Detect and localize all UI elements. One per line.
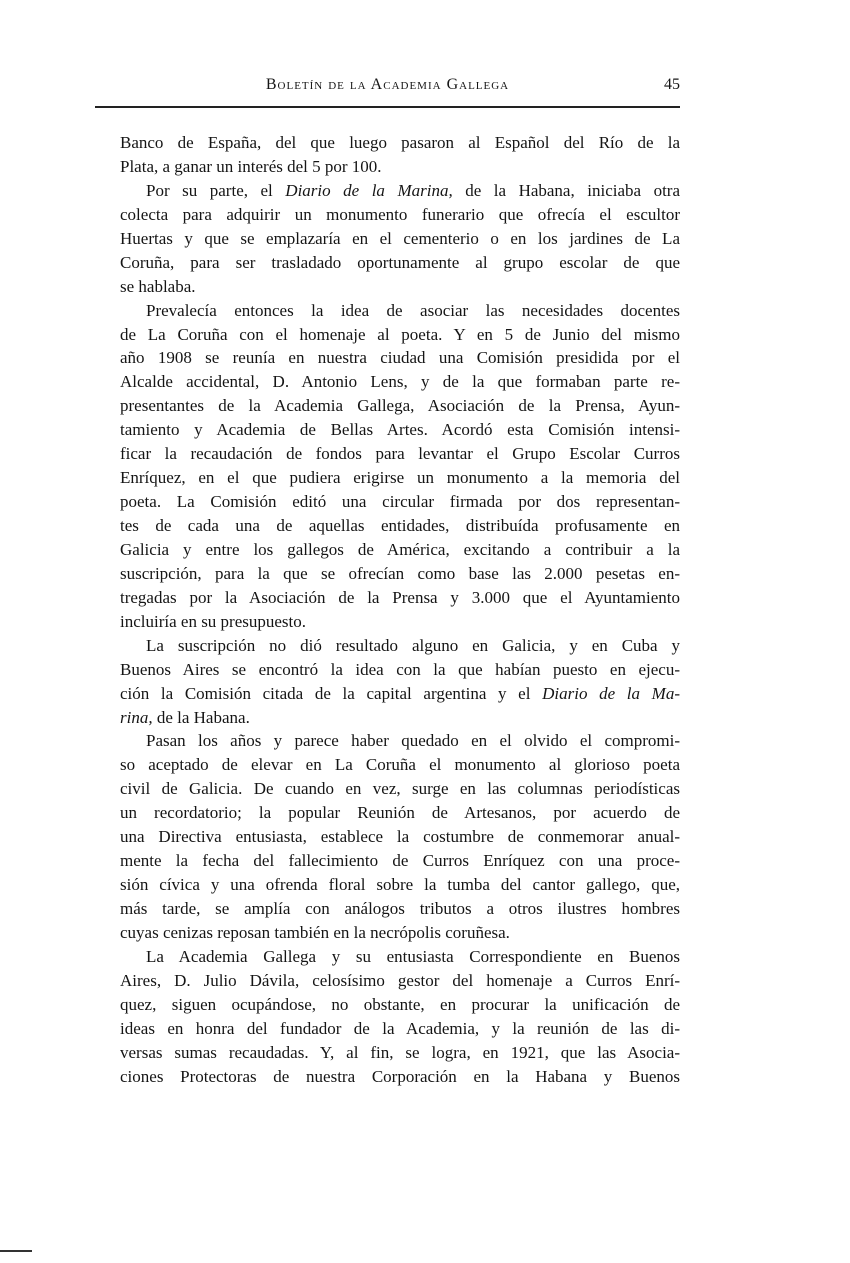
text-line (120, 921, 680, 945)
text-segment: ciones Protectoras de nuestra Corporación en la Habana y Buenos (120, 1066, 680, 1086)
text-line (120, 634, 680, 658)
text-line (120, 179, 680, 203)
text-segment: de la Habana, iniciaba otra (452, 180, 680, 200)
paragraph (120, 729, 680, 944)
italic-text: Diario de la Ma- (542, 683, 680, 703)
text-segment: sión cívica y una ofrenda floral sobre la tumba del cantor gallego, que, (120, 875, 680, 895)
paragraph (120, 179, 680, 299)
text-segment: Huertas y que se emplazaría en el cementerio o en los jardines de La (120, 228, 680, 248)
text-segment: Prevalecía entonces la idea de asociar las necesidades docentes (146, 300, 680, 320)
text-segment: Pasan los años y parece haber quedado en el olvido el compromi- (146, 731, 680, 751)
text-line (120, 682, 680, 706)
paragraph (120, 945, 680, 1089)
text-segment: tes de cada una de aquellas entidades, distribuída profusamente en (120, 516, 680, 535)
italic-text: rina, (120, 707, 153, 727)
text-segment: Enríquez, en el que pudiera erigirse un monumento a la memoria del (120, 468, 680, 488)
text-segment: tregadas por la Asociación de la Prensa y 3.000 que el Ayuntamiento (120, 587, 680, 607)
text-segment: año 1908 se reunía en nuestra ciudad una Comisión presidida por el (120, 348, 680, 368)
text-segment: cuyas cenizas reposan también en la necrópolis coruñesa. (120, 922, 510, 942)
paragraph (120, 299, 680, 634)
text-segment: incluiría en su presupuesto. (120, 611, 307, 631)
text-line (120, 323, 680, 347)
text-segment: Coruña, para ser trasladado oportunamente al grupo escolar de que (120, 252, 680, 272)
text-line (120, 729, 680, 753)
text-line (120, 299, 680, 323)
text-line (120, 394, 680, 418)
text-segment: La Academia Gallega y su entusiasta Correspondiente en Buenos (146, 946, 680, 966)
text-line (120, 897, 680, 921)
text-line (120, 370, 680, 394)
scan-margin-mark (0, 1250, 32, 1252)
text-segment: colecta para adquirir un monumento funerario que ofrecía el escultor (120, 204, 680, 224)
text-segment: poeta. La Comisión editó una circular firmada por dos representan- (120, 492, 680, 512)
paragraph (120, 131, 680, 179)
text-line (120, 490, 680, 514)
text-line (120, 1065, 680, 1089)
text-line (120, 466, 680, 490)
text-segment: La suscripción no dió resultado alguno en Galicia, y en Cuba y (146, 635, 680, 655)
text-segment: Aires, D. Julio Dávila, celosísimo gestor del homenaje a Curros Enrí- (120, 970, 680, 990)
text-line (120, 562, 680, 586)
text-segment: una Directiva entusiasta, establece la costumbre de conmemorar anual- (120, 827, 680, 847)
text-segment: ficar la recaudación de fondos para levantar el Grupo Escolar Curros (120, 444, 680, 464)
text-segment: Galicia y entre los gallegos de América, excitando a contribuir a la (120, 539, 680, 559)
running-header (95, 74, 680, 100)
text-segment: ción la Comisión citada de la capital argentina y el (120, 683, 543, 703)
text-segment: suscripción, para la que se ofrecían como base las 2.000 pesetas en- (120, 563, 680, 583)
text-line (120, 1017, 680, 1041)
text-segment: se hablaba. (120, 276, 196, 296)
text-segment: presentantes de la Academia Gallega, Asociación de la Prensa, Ayun- (120, 396, 680, 416)
italic-text: Diario de la Marina, (285, 180, 453, 200)
text-segment: quez, siguen ocupándose, no obstante, en procurar la unificación de (120, 994, 680, 1014)
text-line (120, 993, 680, 1017)
text-line (120, 849, 680, 873)
text-line (120, 442, 680, 466)
text-segment: Buenos Aires se encontró la idea con la que habían puesto en ejecu- (120, 659, 680, 679)
text-segment: un recordatorio; la popular Reunión de Artesanos, por acuerdo de (120, 803, 680, 823)
text-segment: más tarde, se amplía con análogos tributos a otros ilustres hombres (120, 899, 680, 918)
text-line (120, 825, 680, 849)
text-segment: civil de Galicia. De cuando en vez, surge en las columnas periodísticas (120, 779, 680, 799)
text-line (120, 227, 680, 251)
paragraph (120, 634, 680, 730)
text-segment: Banco de España, del que luego pasaron al Español del Río de la (120, 133, 680, 152)
text-line (120, 1041, 680, 1065)
text-line (120, 514, 680, 538)
text-line (120, 969, 680, 993)
text-line (120, 418, 680, 442)
text-line (120, 131, 680, 155)
body-text (120, 131, 680, 1089)
text-line (120, 873, 680, 897)
text-line (120, 275, 680, 299)
text-line (120, 610, 680, 634)
text-segment: so aceptado de elevar en La Coruña el monumento al glorioso poeta (120, 755, 680, 775)
text-line (120, 251, 680, 275)
text-segment: de la Habana. (152, 707, 250, 727)
text-line (120, 538, 680, 562)
text-line (120, 658, 680, 682)
running-title: Boletín de la Academia Gallega (265, 76, 510, 93)
text-segment: Por su parte, el (146, 180, 286, 200)
text-segment: Alcalde accidental, D. Antonio Lens, y de la que formaban parte re- (120, 372, 680, 392)
text-segment: mente la fecha del fallecimiento de Curros Enríquez con una proce- (120, 851, 680, 871)
text-segment: tamiento y Academia de Bellas Artes. Acordó esta Comisión intensi- (120, 420, 680, 440)
text-line (120, 346, 680, 370)
text-line (120, 155, 680, 179)
text-line (120, 203, 680, 227)
text-line (120, 801, 680, 825)
text-segment: versas sumas recaudadas. Y, al fin, se logra, en 1921, que las Asocia- (120, 1042, 680, 1062)
text-line (120, 777, 680, 801)
text-line (120, 706, 680, 730)
text-line (120, 753, 680, 777)
text-line (120, 586, 680, 610)
header-rule (95, 106, 680, 108)
text-segment: ideas en honra del fundador de la Academia, y la reunión de las di- (120, 1018, 680, 1038)
text-segment: de La Coruña con el homenaje al poeta. Y en 5 de Junio del mismo (120, 324, 680, 344)
text-line (120, 945, 680, 969)
text-segment: Plata, a ganar un interés del 5 por 100. (120, 156, 382, 176)
page-number: 45 (664, 76, 680, 93)
